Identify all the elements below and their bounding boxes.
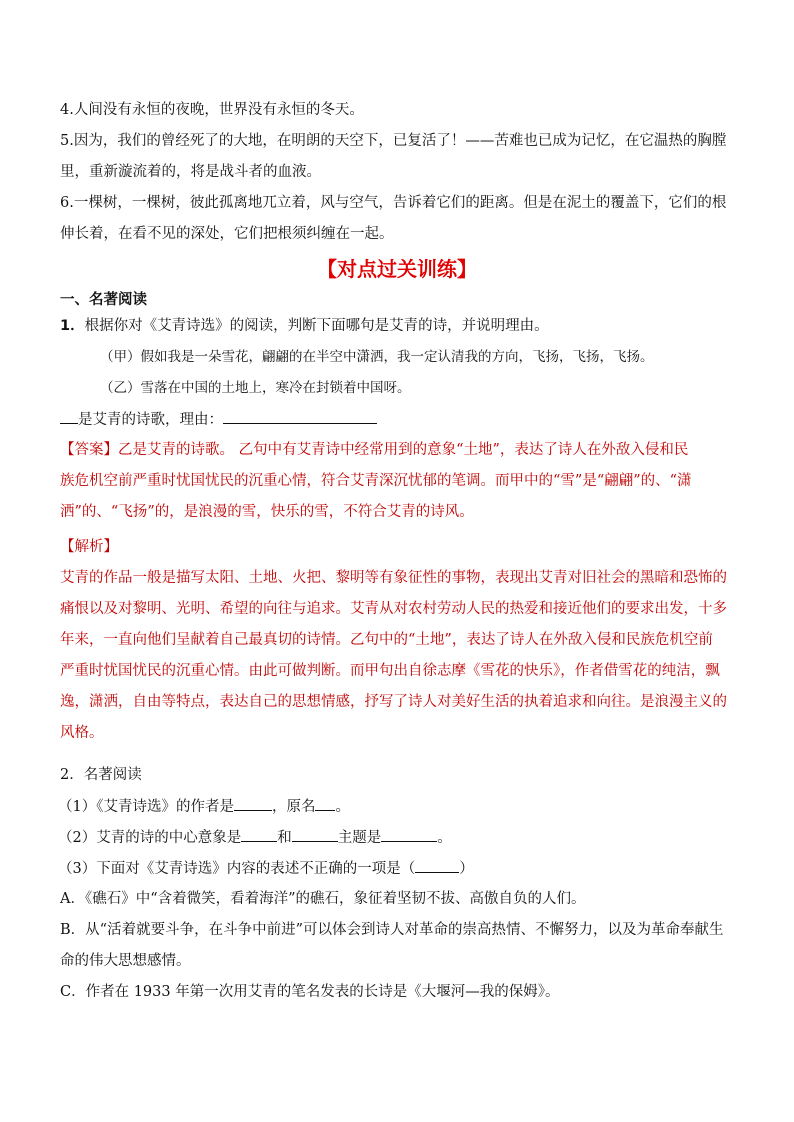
poem-line-4: 4.人间没有永恒的夜晚，世界没有永恒的冬天。 — [60, 102, 364, 118]
section-heading: 一、名著阅读 — [60, 292, 147, 308]
option-jia: （甲）假如我是一朵雪花，翩翩的在半空中潇洒，我一定认清我的方向，飞扬，飞扬，飞扬。 — [100, 349, 654, 365]
fill-line-text: 是艾青的诗歌，理由： — [78, 412, 223, 428]
poem-line-6b: 伸长着，在看不见的深处，它们把根须纠缠在一起。 — [60, 226, 394, 242]
answer-label: 【答案】 — [60, 442, 118, 458]
image-blank-2[interactable] — [292, 827, 338, 842]
sub3-text-b: ） — [459, 861, 474, 877]
sub2-text-d: 。 — [437, 830, 452, 846]
option-a: A．《礁石》中“含着微笑，看着海洋”的礁石，象征着坚韧不拔、高傲自负的人们。 — [60, 891, 586, 907]
analysis-line-1: 艾青的作品一般是描写太阳、土地、火把、黎明等有象征性的事物，表现出艾青对旧社会的黑暗和恐怖的 — [60, 570, 727, 586]
image-blank-1[interactable] — [241, 827, 277, 842]
question-2-sub-1 — [58, 796, 350, 817]
theme-blank[interactable] — [381, 827, 437, 842]
fill-line — [60, 409, 377, 430]
answer-line-2: 族危机空前严重时忧国忧民的沉重心情，符合艾青深沉忧郁的笔调。而甲中的“雪”是“翩翩”的、“潇 — [60, 473, 692, 489]
analysis-line-4: 严重时忧国忧民的沉重心情。由此可做判断。而甲句出自徐志摩《雪花的快乐》，作者借雪花的纯洁，飘 — [60, 663, 720, 679]
poem-line-6a: 6.一棵树，一棵树，彼此孤离地兀立着，风与空气，告诉着它们的距离。但是在泥土的覆盖下，它们的根 — [60, 195, 727, 211]
sub2-text-c: 主题是 — [337, 830, 382, 846]
sub3-text-a: （3）下面对《艾青诗选》内容的表述不正确的一项是（ — [58, 861, 416, 877]
question-1-text: 根据你对《艾青诗选》的阅读，判断下面哪句是艾青的诗，并说明理由。 — [84, 318, 549, 334]
original-name-blank[interactable] — [315, 796, 335, 811]
section-title: 【对点过关训练】 — [317, 257, 477, 281]
sub1-text-a: （1）《艾青诗选》的作者是 — [58, 799, 234, 815]
analysis-label: 【解析】 — [60, 539, 118, 555]
answer-text-1: 乙是艾青的诗歌。 乙句中有艾青诗中经常用到的意象“土地”，表达了诗人在外敌入侵和民 — [118, 442, 689, 458]
question-2-sub-2 — [58, 827, 452, 848]
poem-line-5b: 里，重新漩流着的，将是战斗者的血液。 — [60, 164, 321, 180]
option-b-line-2: 命的伟大思想感情。 — [60, 953, 191, 969]
reason-blank[interactable] — [223, 409, 377, 424]
question-2-heading: 2．名著阅读 — [60, 767, 142, 783]
option-c: C．作者在 1933 年第一次用艾青的笔名发表的长诗是《大堰河—我的保姆》。 — [60, 984, 560, 1000]
sub2-text-a: （2）艾青的诗的中心意象是 — [58, 830, 242, 846]
answer-line-1 — [60, 440, 688, 460]
answer-line-3: 洒”的、“飞扬”的，是浪漫的雪，快乐的雪，不符合艾青的诗风。 — [60, 504, 474, 520]
analysis-line-6: 风格。 — [60, 725, 104, 741]
option-yi: （乙）雪落在中国的土地上，寒冷在封锁着中国呀。 — [100, 380, 411, 396]
sub1-text-b: ，原名 — [271, 799, 316, 815]
answer-blank-short[interactable] — [60, 409, 78, 424]
author-blank[interactable] — [234, 796, 272, 811]
sub1-text-c: 。 — [335, 799, 350, 815]
question-1-number: 1． — [60, 318, 85, 334]
option-b-line-1: B．从“活着就要斗争，在斗争中前进”可以体会到诗人对革命的崇高热情、不懈努力，以及为革命奉献生 — [60, 922, 724, 938]
analysis-line-2: 痛恨以及对黎明、光明、希望的向往与追求。艾青从对农村劳动人民的热爱和接近他们的要求出发，十多 — [60, 601, 727, 617]
analysis-line-5: 逸，潇洒，自由等特点，表达自己的思想情感，抒写了诗人对美好生活的执着追求和向往。是浪漫主义的 — [60, 694, 727, 710]
question-2-sub-3 — [58, 858, 474, 879]
analysis-line-3: 年来，一直向他们呈献着自己最真切的诗情。乙句中的“土地”，表达了诗人在外敌入侵和民族危机空前 — [60, 632, 713, 648]
sub2-text-b: 和 — [277, 830, 292, 846]
question-1 — [60, 316, 549, 336]
poem-line-5a: 5.因为，我们的曾经死了的大地，在明朗的天空下，已复活了！——苦难也已成为记忆，在它温热的胸膛 — [60, 133, 727, 149]
choice-blank[interactable] — [415, 858, 459, 873]
